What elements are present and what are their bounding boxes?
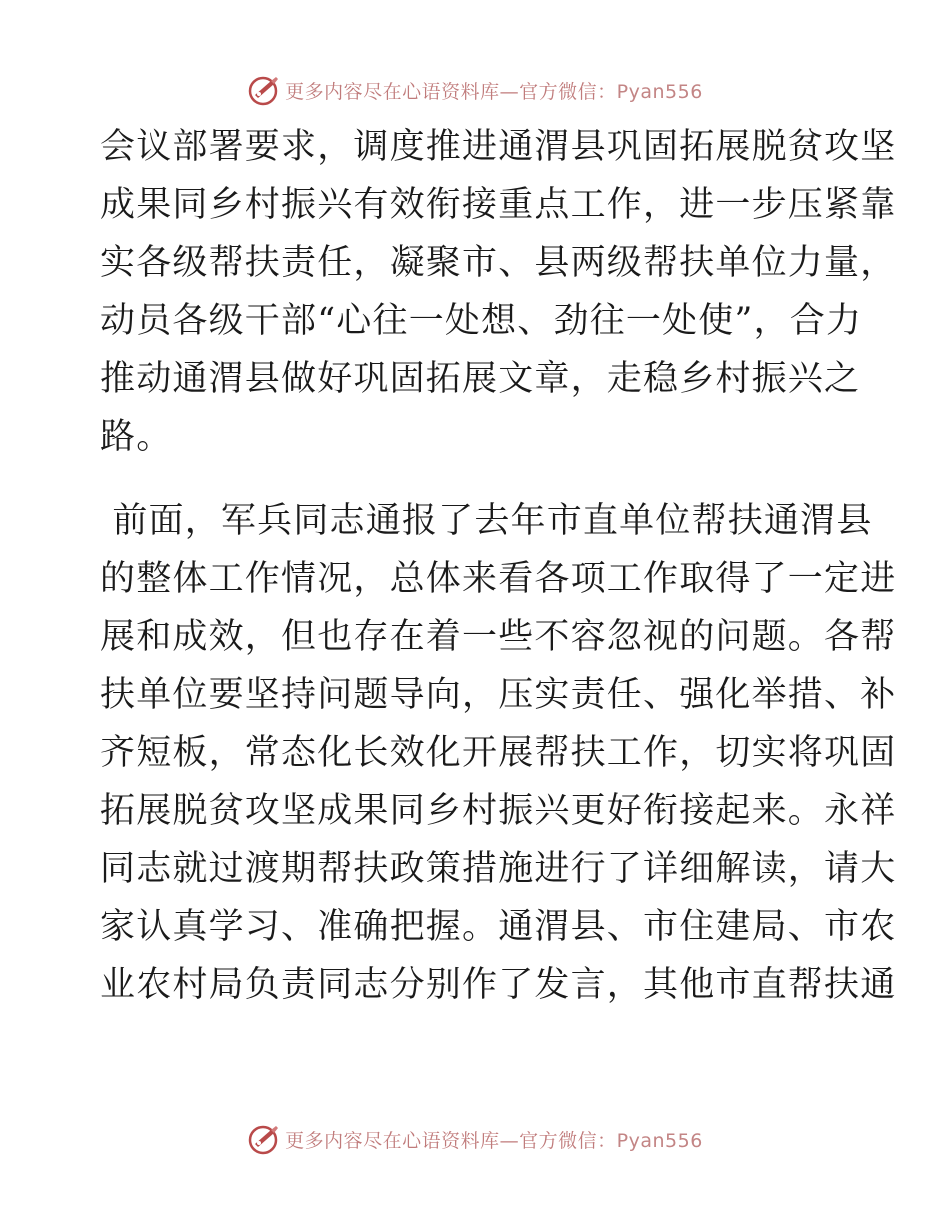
header-promo-text: 更多内容尽在心语资料库—官方微信： [285,80,617,103]
text-line: 会议部署要求，调度推进通渭县巩固拓展脱贫攻坚 [100,127,897,167]
paragraph-gap [100,466,860,492]
text-line: 齐短板，常态化长效化开展帮扶工作，切实将巩固 [100,733,897,773]
text-line: 路。 [100,417,173,457]
paragraph-1 [100,118,897,466]
text-line: 的整体工作情况，总体来看各项工作取得了一定进 [100,559,897,599]
footer-promo-text: 更多内容尽在心语资料库—官方微信： [285,1129,617,1152]
footer-wechat-id: Pyan556 [616,1129,703,1152]
paragraph-2 [100,492,897,1014]
header-wechat-id: Pyan556 [616,80,703,103]
text-line: 前面，军兵同志通报了去年市直单位帮扶通渭县 [100,501,873,541]
document-body [100,118,897,1014]
text-line: 扶单位要坚持问题导向，压实责任、强化举措、补 [100,675,897,715]
header-banner [0,72,950,108]
brand-logo-icon [247,73,281,107]
footer-banner [0,1121,950,1157]
text-line: 成果同乡村振兴有效衔接重点工作，进一步压紧靠 [100,185,897,225]
text-line: 展和成效，但也存在着一些不容忽视的问题。各帮 [100,617,897,657]
text-line: 实各级帮扶责任，凝聚市、县两级帮扶单位力量， [100,243,897,283]
text-line: 拓展脱贫攻坚成果同乡村振兴更好衔接起来。永祥 [100,791,897,831]
text-line: 业农村局负责同志分别作了发言，其他市直帮扶通 [100,965,897,1005]
text-line: 动员各级干部“心往一处想、劲往一处使”，合力 [100,301,863,341]
footer-text [285,1126,703,1153]
brand-logo-icon [247,1122,281,1156]
text-line: 推动通渭县做好巩固拓展文章，走稳乡村振兴之 [100,359,861,399]
header-text [285,77,703,104]
text-line: 家认真学习、准确把握。通渭县、市住建局、市农 [100,907,897,947]
text-line: 同志就过渡期帮扶政策措施进行了详细解读，请大 [100,849,897,889]
